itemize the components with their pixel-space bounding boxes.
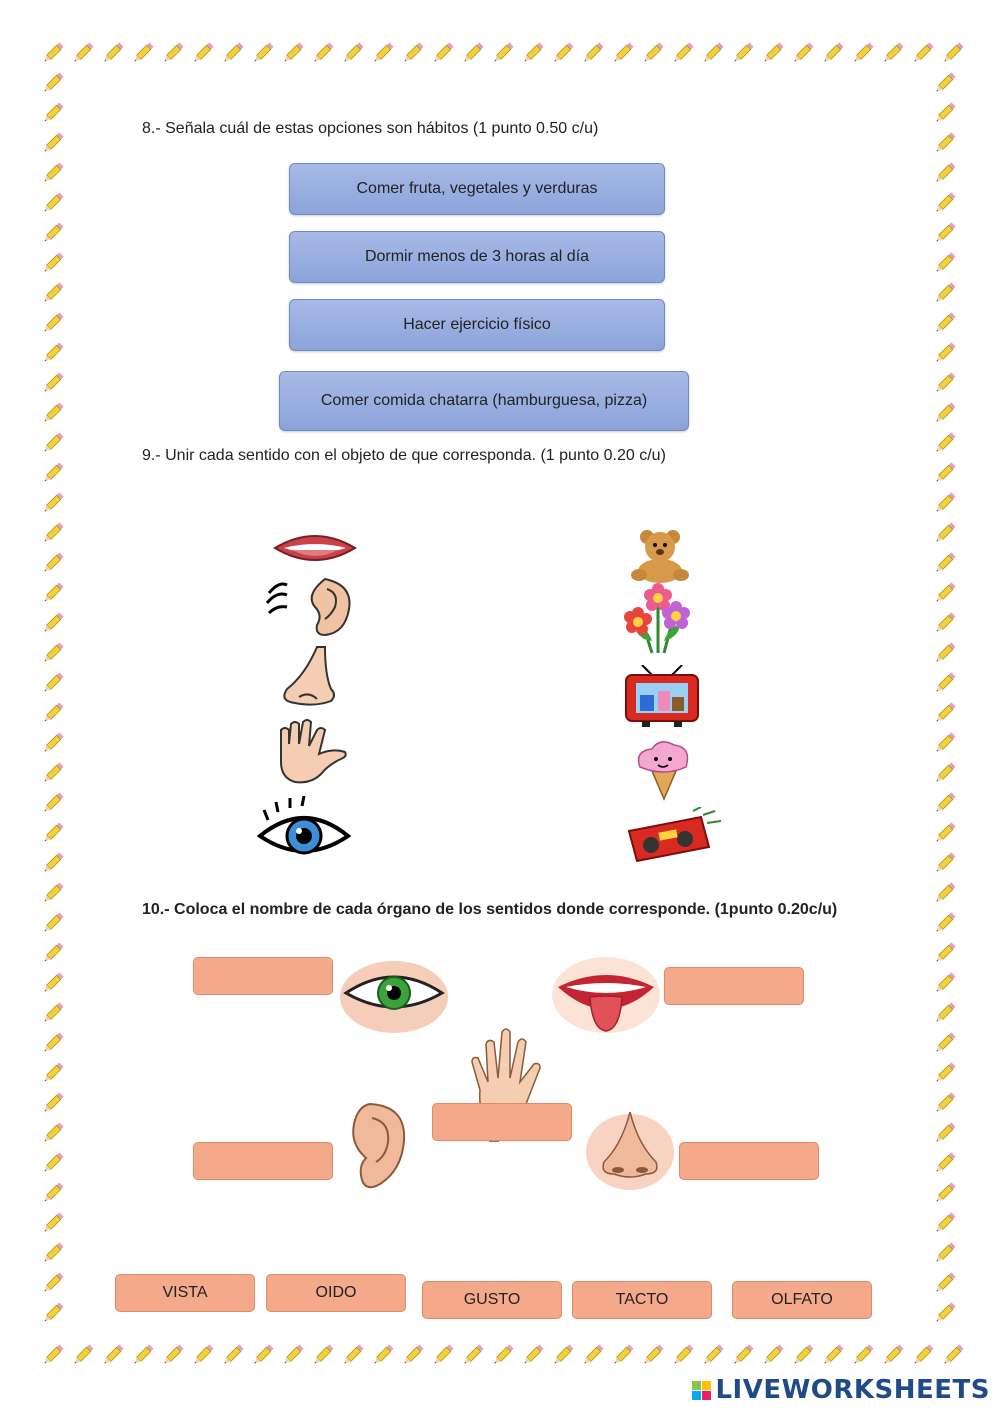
pencil-icon [930, 608, 960, 638]
pencil-border-right [930, 68, 960, 1328]
pencil-icon [38, 38, 68, 68]
radio-icon[interactable] [620, 806, 730, 866]
pencil-icon [38, 1058, 68, 1088]
pencil-icon [930, 848, 960, 878]
pencil-icon [930, 758, 960, 788]
pencil-icon [188, 38, 218, 68]
pencil-icon [458, 1340, 488, 1370]
nose-photo [584, 1108, 676, 1190]
pencil-icon [38, 338, 68, 368]
option-exercise[interactable]: Hacer ejercicio físico [289, 299, 665, 351]
pencil-icon [930, 308, 960, 338]
pencil-icon [38, 1268, 68, 1298]
pencil-icon [458, 38, 488, 68]
pencil-icon [930, 1208, 960, 1238]
pencil-icon [728, 1340, 758, 1370]
pencil-icon [938, 1340, 968, 1370]
pencil-icon [930, 578, 960, 608]
pencil-icon [930, 368, 960, 398]
pencil-icon [38, 248, 68, 278]
pencil-icon [38, 1088, 68, 1118]
pencil-icon [930, 518, 960, 548]
pencil-icon [338, 38, 368, 68]
pencil-icon [878, 1340, 908, 1370]
pencil-icon [930, 548, 960, 578]
pencil-icon [218, 1340, 248, 1370]
pencil-icon [818, 38, 848, 68]
pencil-icon [38, 1178, 68, 1208]
pencil-icon [930, 878, 960, 908]
pencil-icon [518, 1340, 548, 1370]
pencil-icon [758, 38, 788, 68]
pencil-icon [38, 1028, 68, 1058]
pencil-icon [38, 578, 68, 608]
pencil-icon [930, 248, 960, 278]
pencil-icon [930, 698, 960, 728]
pencil-icon [818, 1340, 848, 1370]
pencil-icon [38, 128, 68, 158]
pencil-icon [398, 1340, 428, 1370]
option-sleep-less[interactable]: Dormir menos de 3 horas al día [289, 231, 665, 283]
pencil-icon [38, 968, 68, 998]
nose-icon[interactable] [272, 644, 348, 710]
pencil-icon [638, 38, 668, 68]
pencil-icon [930, 998, 960, 1028]
pencil-icon [488, 1340, 518, 1370]
pencil-icon [930, 908, 960, 938]
pencil-icon [930, 218, 960, 248]
pencil-icon [930, 1028, 960, 1058]
pencil-icon [68, 38, 98, 68]
pencil-icon [930, 968, 960, 998]
pencil-icon [930, 338, 960, 368]
pencil-icon [38, 728, 68, 758]
pencil-icon [938, 38, 968, 68]
pencil-icon [908, 38, 938, 68]
pencil-icon [38, 308, 68, 338]
pencil-icon [308, 38, 338, 68]
teddy-bear-icon[interactable] [620, 526, 700, 584]
pencil-icon [578, 38, 608, 68]
pencil-icon [98, 1340, 128, 1370]
ice-cream-icon[interactable] [628, 736, 698, 802]
pencil-icon [548, 1340, 578, 1370]
pencil-icon [188, 1340, 218, 1370]
pencil-icon [930, 1058, 960, 1088]
pencil-icon [38, 1208, 68, 1238]
pencil-icon [930, 1118, 960, 1148]
pencil-icon [38, 1148, 68, 1178]
pencil-icon [38, 788, 68, 818]
pencil-icon [248, 1340, 278, 1370]
pencil-icon [930, 278, 960, 308]
pencil-icon [278, 38, 308, 68]
word-vista[interactable]: VISTA [115, 1274, 255, 1312]
pencil-icon [128, 38, 158, 68]
pencil-icon [728, 38, 758, 68]
pencil-icon [38, 278, 68, 308]
pencil-icon [930, 1268, 960, 1298]
hand-icon[interactable] [268, 716, 354, 786]
pencil-icon [930, 128, 960, 158]
pencil-border-bottom [38, 1340, 968, 1370]
pencil-icon [930, 68, 960, 98]
question-10-title: 10.- Coloca el nombre de cada órgano de los sentidos donde corresponde. (1punto 0.20c/u) [142, 901, 838, 918]
question-8-title: 8.- Señala cuál de estas opciones son hábitos (1 punto 0.50 c/u) [142, 120, 599, 137]
pencil-icon [128, 1340, 158, 1370]
ear-photo [340, 1100, 412, 1190]
pencil-icon [848, 1340, 878, 1370]
ear-icon[interactable] [262, 574, 358, 640]
pencil-icon [930, 428, 960, 458]
pencil-icon [930, 1178, 960, 1208]
pencil-icon [38, 488, 68, 518]
pencil-icon [38, 818, 68, 848]
pencil-icon [930, 1238, 960, 1268]
pencil-icon [38, 998, 68, 1028]
pencil-icon [38, 1238, 68, 1268]
pencil-border-left [38, 68, 68, 1328]
pencil-icon [248, 38, 278, 68]
pencil-icon [518, 38, 548, 68]
pencil-icon [848, 38, 878, 68]
pencil-icon [788, 38, 818, 68]
pencil-icon [930, 398, 960, 428]
matching-area [220, 516, 748, 878]
logo-text: LIVEWORKSHEETS [715, 1375, 990, 1405]
pencil-icon [38, 518, 68, 548]
pencil-icon [398, 38, 428, 68]
pencil-icon [930, 158, 960, 188]
pencil-icon [38, 188, 68, 218]
pencil-icon [930, 818, 960, 848]
pencil-icon [930, 1088, 960, 1118]
pencil-icon [38, 638, 68, 668]
option-junk-food[interactable]: Comer comida chatarra (hamburguesa, pizza) [279, 371, 689, 431]
word-gusto[interactable]: GUSTO [422, 1281, 562, 1319]
pencil-icon [38, 428, 68, 458]
eye-icon[interactable] [254, 794, 354, 868]
word-tacto[interactable]: TACTO [572, 1281, 712, 1319]
pencil-icon [428, 1340, 458, 1370]
option-healthy-food[interactable]: Comer fruta, vegetales y verduras [289, 163, 665, 215]
pencil-icon [38, 848, 68, 878]
pencil-icon [698, 1340, 728, 1370]
word-olfato[interactable]: OLFATO [732, 1281, 872, 1319]
liveworksheets-logo [692, 1375, 990, 1405]
television-icon[interactable] [620, 664, 704, 728]
eye-photo [338, 955, 450, 1035]
pencil-icon [930, 788, 960, 818]
pencil-icon [878, 38, 908, 68]
flowers-icon[interactable] [616, 580, 700, 658]
pencil-icon [930, 1298, 960, 1328]
pencil-icon [608, 38, 638, 68]
pencil-icon [488, 38, 518, 68]
pencil-icon [38, 368, 68, 398]
pencil-icon [668, 1340, 698, 1370]
pencil-icon [930, 98, 960, 128]
pencil-icon [158, 1340, 188, 1370]
drop-zone-nose[interactable] [679, 1142, 819, 1180]
pencil-icon [38, 908, 68, 938]
pencil-icon [38, 1340, 68, 1370]
mouth-icon[interactable] [270, 524, 360, 572]
pencil-icon [218, 38, 248, 68]
pencil-icon [608, 1340, 638, 1370]
pencil-icon [38, 1118, 68, 1148]
word-oido[interactable]: OIDO [266, 1274, 406, 1312]
pencil-icon [548, 38, 578, 68]
pencil-icon [38, 938, 68, 968]
pencil-icon [38, 608, 68, 638]
pencil-icon [38, 398, 68, 428]
pencil-icon [668, 38, 698, 68]
pencil-icon [158, 38, 188, 68]
pencil-icon [930, 188, 960, 218]
pencil-icon [638, 1340, 668, 1370]
pencil-icon [38, 548, 68, 578]
pencil-icon [38, 458, 68, 488]
pencil-icon [788, 1340, 818, 1370]
pencil-icon [38, 668, 68, 698]
drop-zone-eye[interactable] [193, 957, 333, 995]
drop-zone-hand[interactable] [432, 1103, 572, 1141]
pencil-icon [930, 728, 960, 758]
question-9-title: 9.- Unir cada sentido con el objeto de que corresponda. (1 punto 0.20 c/u) [142, 447, 666, 464]
drop-zone-ear[interactable] [193, 1142, 333, 1180]
mouth-photo [550, 955, 662, 1043]
pencil-icon [930, 488, 960, 518]
pencil-icon [38, 98, 68, 128]
pencil-icon [908, 1340, 938, 1370]
pencil-icon [578, 1340, 608, 1370]
pencil-icon [38, 758, 68, 788]
pencil-icon [308, 1340, 338, 1370]
pencil-icon [338, 1340, 368, 1370]
pencil-icon [930, 938, 960, 968]
pencil-icon [38, 68, 68, 98]
drop-zone-mouth[interactable] [664, 967, 804, 1005]
pencil-icon [68, 1340, 98, 1370]
pencil-icon [930, 668, 960, 698]
pencil-icon [758, 1340, 788, 1370]
pencil-icon [930, 458, 960, 488]
pencil-icon [698, 38, 728, 68]
pencil-icon [38, 158, 68, 188]
pencil-icon [38, 878, 68, 908]
pencil-icon [368, 1340, 398, 1370]
pencil-icon [278, 1340, 308, 1370]
pencil-icon [38, 698, 68, 728]
pencil-icon [38, 1298, 68, 1328]
pencil-icon [930, 1148, 960, 1178]
logo-mark-icon [692, 1381, 711, 1400]
pencil-icon [98, 38, 128, 68]
pencil-icon [368, 38, 398, 68]
pencil-icon [428, 38, 458, 68]
pencil-icon [38, 218, 68, 248]
pencil-border-top [38, 38, 968, 68]
pencil-icon [930, 638, 960, 668]
